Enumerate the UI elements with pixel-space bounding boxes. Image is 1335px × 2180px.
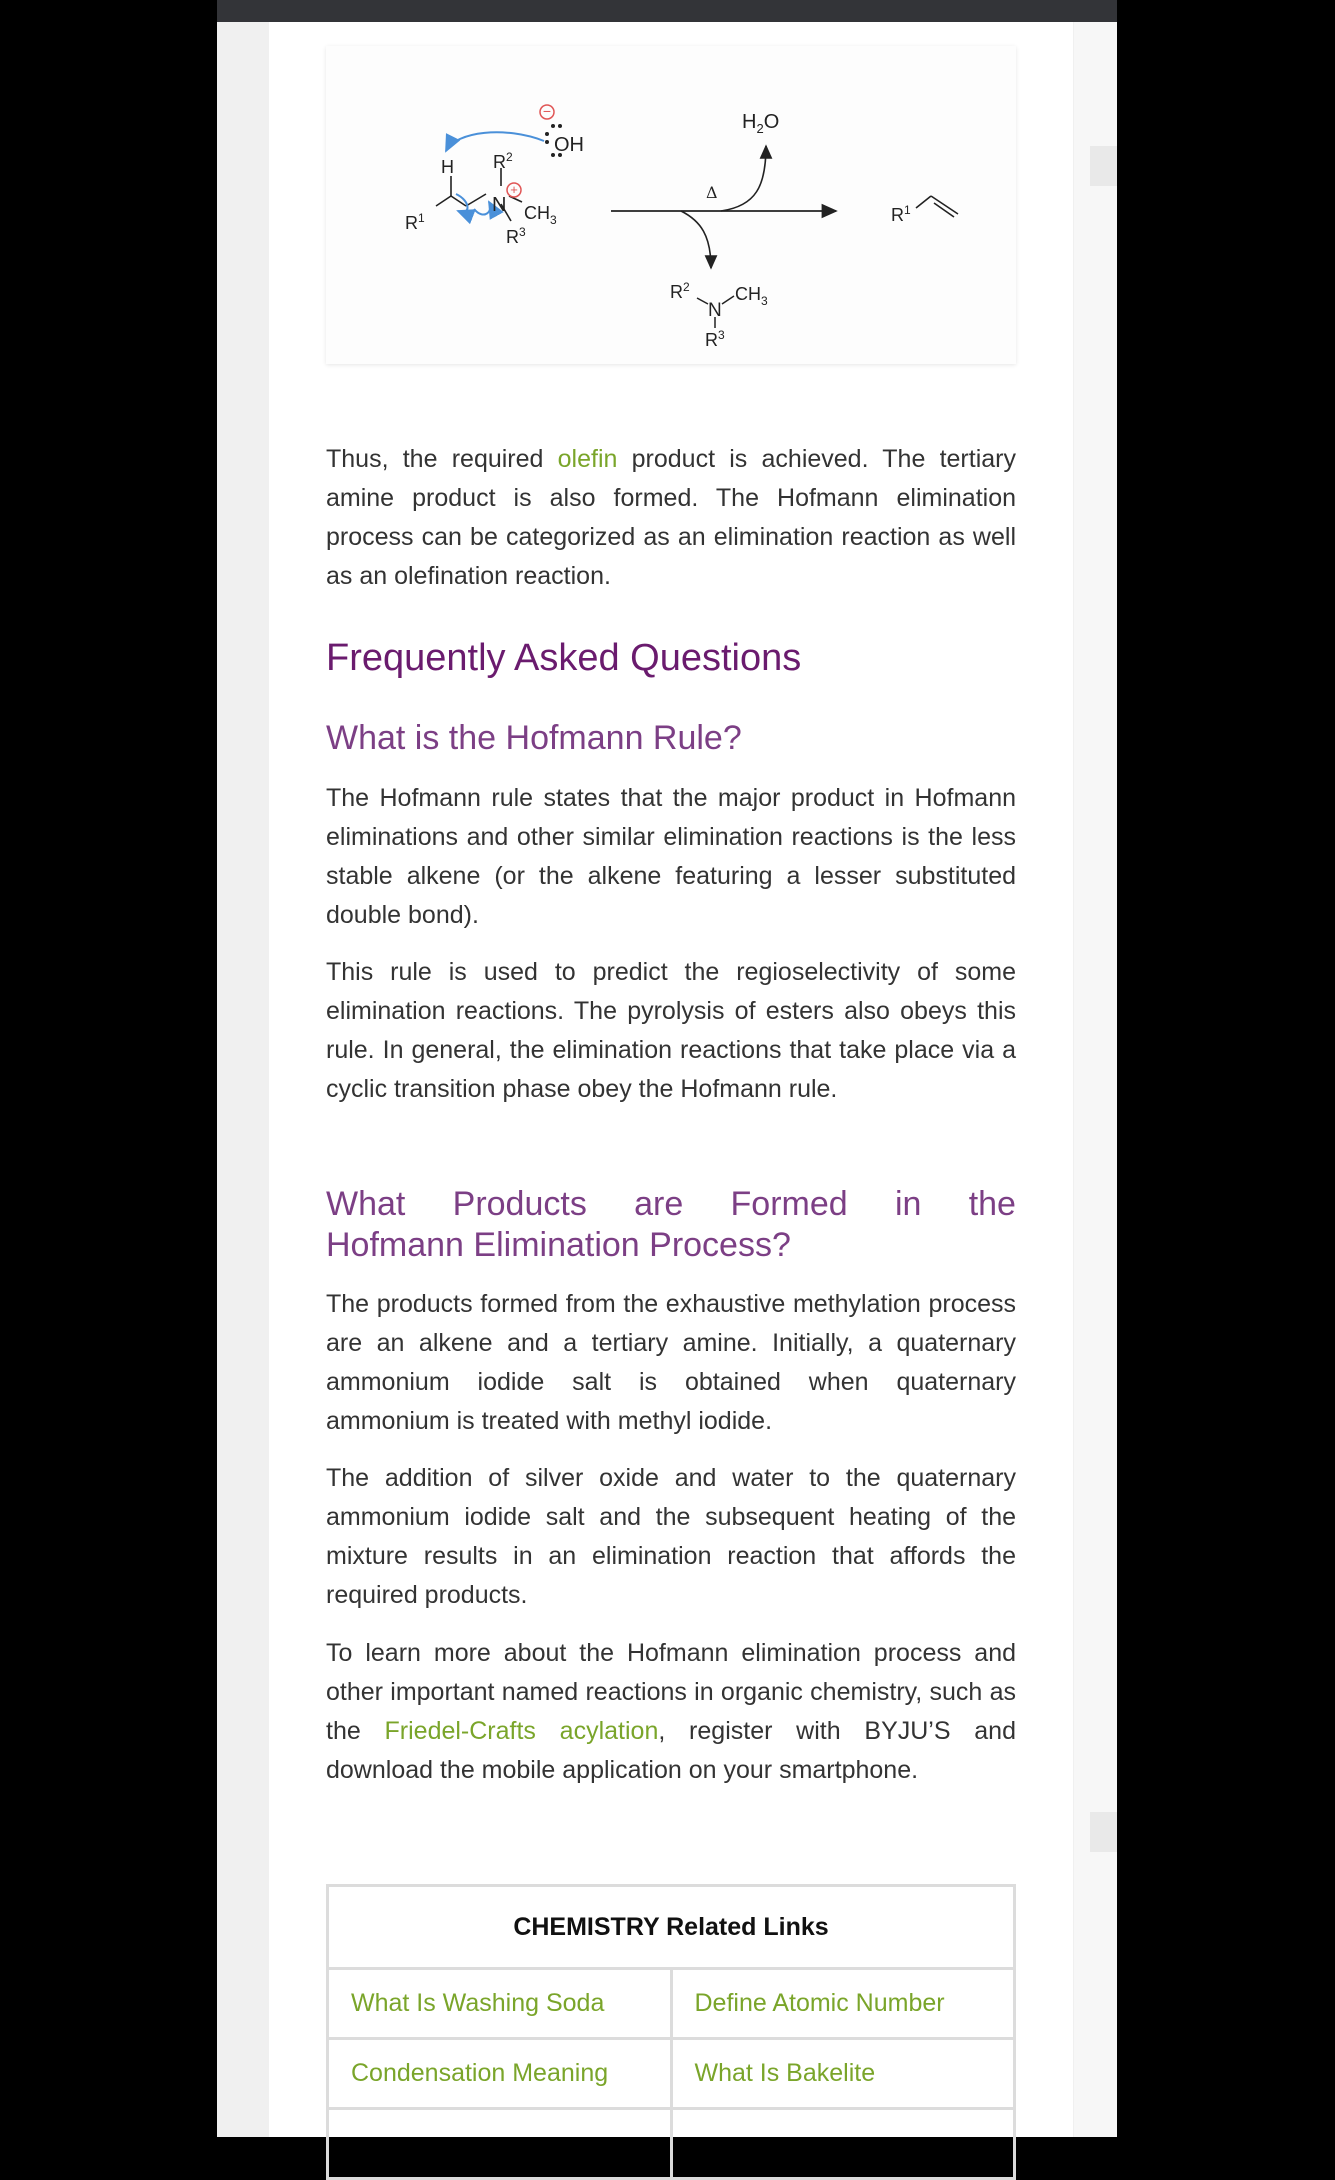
related-link[interactable]: What Is Washing Soda	[328, 1969, 672, 2039]
browser-frame	[217, 0, 1117, 2137]
heat-symbol: Δ	[706, 183, 718, 202]
curved-arrow-icon	[474, 202, 490, 215]
alkene-bonds	[916, 196, 958, 217]
sidebar-block	[1090, 1812, 1117, 1852]
amine-r2-label: $R^2$	[670, 280, 690, 302]
related-link[interactable]: Condensation Meaning	[328, 2039, 672, 2109]
olefin-link[interactable]: olefin	[557, 445, 618, 473]
question-hofmann-rule: What is the Hofmann Rule?	[326, 719, 742, 757]
svg-text:+: +	[510, 182, 518, 197]
svg-text:−: −	[542, 103, 552, 119]
alkene-r1-label: $R^1$	[891, 203, 911, 225]
related-links-header: CHEMISTRY Related Links	[328, 1886, 1015, 1969]
amine-r3-label: $R^3$	[705, 328, 725, 350]
r1-label: $R^1$	[405, 211, 425, 233]
faq-heading: Frequently Asked Questions	[326, 637, 802, 679]
amine-release-arrow-icon	[681, 211, 711, 268]
amine-nitrogen-label: N	[708, 300, 722, 321]
r3-label: $R^3$	[506, 225, 526, 247]
sidebar-block	[1090, 146, 1117, 186]
products-paragraph-2: The addition of silver oxide and water to the quaternary ammonium iodide salt and the subsequent heating of the mixture results in an elimination reaction that affords the required products.	[326, 1464, 1016, 1609]
olefin-paragraph: Thus, the required olefin product is achieved. The tertiary amine product is also formed. The Hofmann elimination process can be categorized as an elimination reaction as well as an olefination reaction.	[326, 445, 1016, 590]
question-products-formed: What Products are Formed in the Hofmann Elimination Process?	[326, 1185, 1016, 1264]
curved-arrow-icon	[446, 132, 544, 151]
related-links-table	[326, 1884, 1016, 2180]
hydroxide-label: OH	[554, 134, 584, 156]
table-row	[328, 2109, 1015, 2179]
r2-label: $R^2$	[493, 150, 513, 172]
reaction-diagram	[326, 46, 1016, 364]
reaction-mechanism-figure	[326, 46, 1016, 364]
top-bar	[217, 0, 1117, 22]
hofmann-rule-paragraph-1: The Hofmann rule states that the major product in Hofmann eliminations and other similar elimination reactions is the less stable alkene (or the alkene featuring a lesser substituted double bond).	[326, 784, 1016, 929]
article-content	[269, 22, 1073, 2137]
related-link[interactable]	[328, 2109, 672, 2179]
related-link[interactable]: What Is Bakelite	[671, 2039, 1015, 2109]
amine-ch3-label: $CH_3$	[735, 284, 768, 308]
right-sidebar-strip	[1074, 22, 1117, 2137]
table-row	[328, 2039, 1015, 2109]
water-label: $H_2O$	[742, 111, 780, 136]
hofmann-rule-paragraph-2: This rule is used to predict the regioselectivity of some elimination reactions. The pyrolysis of esters also obeys this rule. In general, the elimination reactions that take place via a cyclic transition phase obey the Hofmann rule.	[326, 958, 1016, 1103]
hydrogen-label: H	[441, 157, 454, 177]
friedel-crafts-link[interactable]: Friedel-Crafts acylation	[384, 1717, 659, 1745]
table-row	[328, 1969, 1015, 2039]
question-line-1: What Products are Formed in the	[326, 1185, 1016, 1223]
learn-more-paragraph: To learn more about the Hofmann elimination process and other important named reactions in organic chemistry, such as the Friedel-Crafts acylation, register with BYJU’S and download the mobile application on your smartphone.	[326, 1639, 1016, 1784]
ch3-label: $CH_3$	[524, 203, 557, 227]
water-release-arrow-icon	[721, 146, 766, 211]
related-link[interactable]	[671, 2109, 1015, 2179]
nitrogen-label: N	[492, 194, 507, 216]
products-paragraph-1: The products formed from the exhaustive methylation process are an alkene and a tertiary amine. Initially, a quaternary ammonium iodide salt is obtained when quaternary ammonium is treated with methyl iodide.	[326, 1290, 1016, 1435]
related-link[interactable]: Define Atomic Number	[671, 1969, 1015, 2039]
